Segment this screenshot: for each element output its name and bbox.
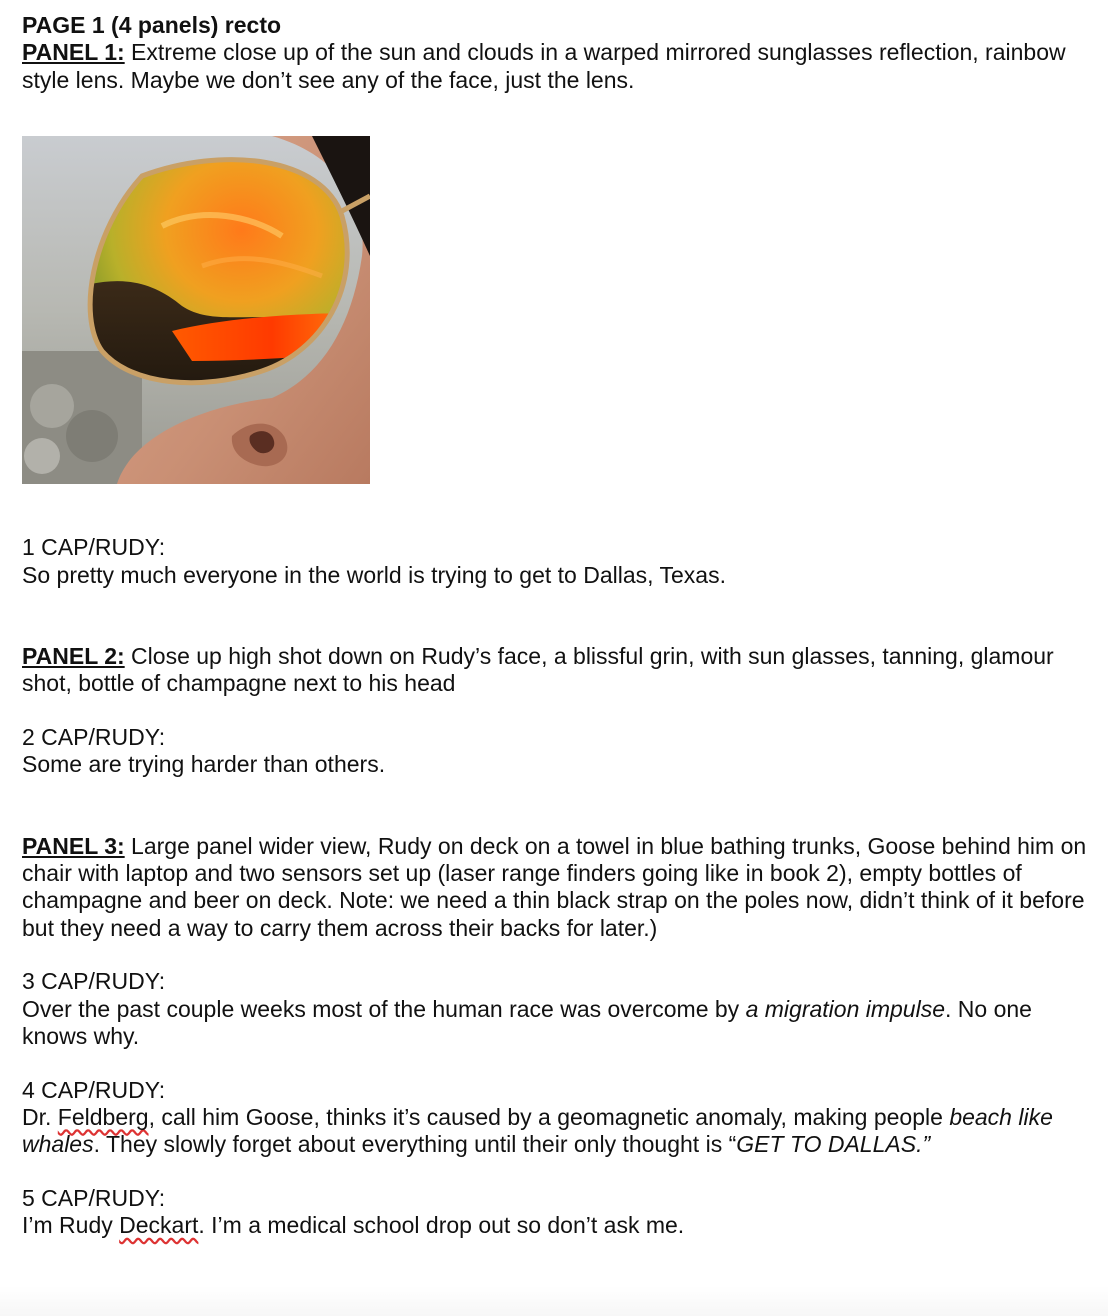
page-title: PAGE 1 (4 panels) recto — [22, 12, 282, 38]
panel-3-text: Large panel wider view, Rudy on deck on a towel in blue bathing trunks, Goose behind him on chair with laptop and two sensors set up (laser range finders going like in book 2), empty bottles of champagne and beer on deck. Note: we need a thin black strap on the poles now, didn’t think of it before but they need a way to carry them across their backs for later.) — [22, 832, 1087, 941]
caption-4-italic: beach like whales — [22, 1103, 1053, 1158]
caption-3 — [22, 968, 1092, 1050]
caption-2-text: Some are trying harder than others. — [22, 751, 386, 778]
caption-1 — [22, 534, 1092, 589]
caption-4-speaker: 4 CAP/RUDY: — [22, 1076, 166, 1103]
caption-3-text-part: Over the past couple weeks most of the human race was overcome by — [22, 995, 746, 1022]
caption-5-text — [22, 1212, 1092, 1239]
spellcheck-flagged-word[interactable]: Feldberg — [57, 1103, 149, 1130]
caption-5-text-part: I’m Rudy — [22, 1212, 120, 1239]
caption-4-text-part: . They slowly forget about everything until their only thought is “ — [93, 1131, 737, 1158]
sunglasses-reference-image — [22, 136, 370, 484]
caption-5 — [22, 1185, 1092, 1240]
caption-2-speaker: 2 CAP/RUDY: — [22, 723, 166, 750]
caption-4-text-part: Dr. — [22, 1103, 58, 1130]
caption-2 — [22, 724, 1092, 779]
panel-1-description — [22, 39, 1092, 94]
script-page — [22, 12, 1092, 1240]
caption-4 — [22, 1077, 1092, 1159]
caption-5-speaker: 5 CAP/RUDY: — [22, 1184, 166, 1211]
panel-3-label: PANEL 3: — [22, 832, 125, 859]
panel-1-label: PANEL 1: — [22, 39, 125, 66]
panel-2-description — [22, 643, 1092, 698]
panel-3-description — [22, 833, 1092, 943]
panel-2-label: PANEL 2: — [22, 643, 125, 670]
caption-3-text — [22, 996, 1092, 1051]
caption-4-text — [22, 1104, 1092, 1159]
caption-1-text: So pretty much everyone in the world is trying to get to Dallas, Texas. — [22, 561, 726, 588]
caption-3-italic: a migration impulse — [745, 995, 945, 1022]
caption-1-speaker: 1 CAP/RUDY: — [22, 534, 166, 561]
caption-3-speaker: 3 CAP/RUDY: — [22, 968, 166, 995]
panel-2-text: Close up high shot down on Rudy’s face, a blissful grin, with sun glasses, tanning, glamour shot, bottle of champagne next to his head — [22, 643, 1054, 697]
bottom-shadow — [0, 1286, 1108, 1316]
caption-5-text-part: . I’m a medical school drop out so don’t ask me. — [198, 1212, 685, 1239]
caption-4-italic: GET TO DALLAS.” — [736, 1131, 931, 1158]
caption-3-text-part: . No one knows why. — [22, 995, 1032, 1050]
caption-4-text-part: , call him Goose, thinks it’s caused by a geomagnetic anomaly, making people — [148, 1103, 950, 1130]
spellcheck-flagged-word[interactable]: Deckart — [119, 1212, 199, 1239]
panel-1-text: Extreme close up of the sun and clouds in a warped mirrored sunglasses reflection, rainbow style lens. Maybe we don’t see any of the face, just the lens. — [22, 39, 1066, 93]
